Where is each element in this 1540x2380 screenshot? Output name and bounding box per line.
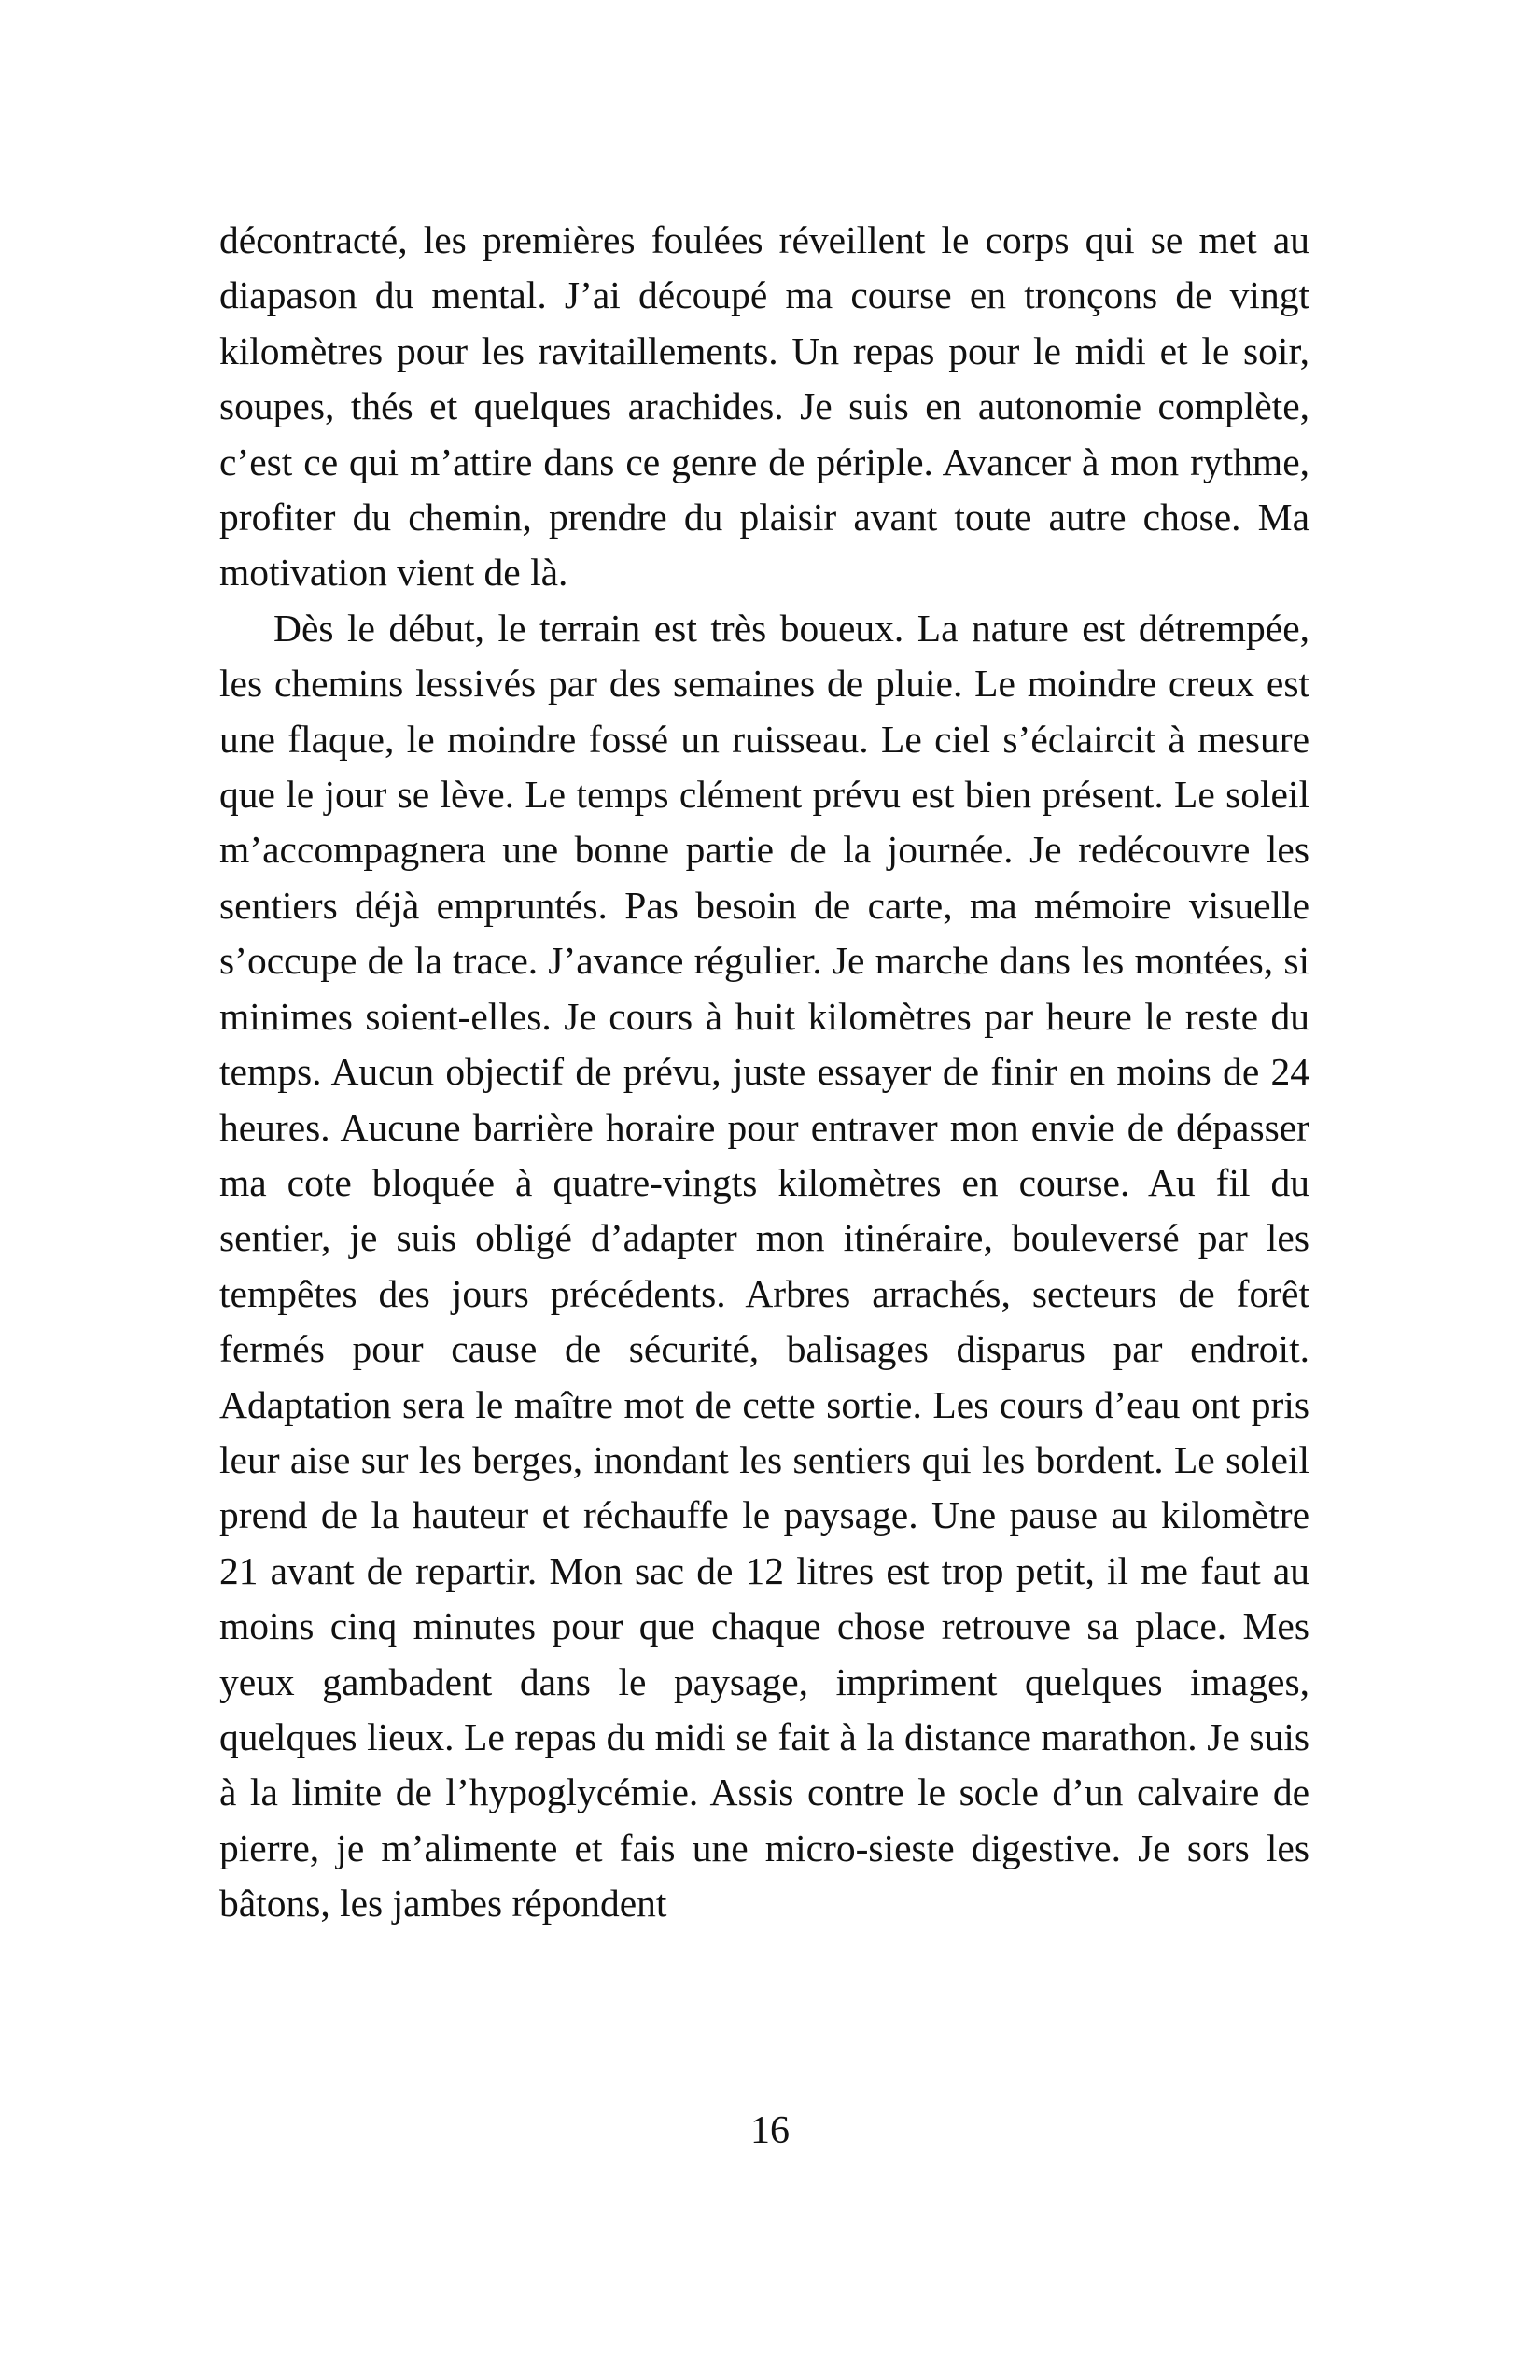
paragraph: Dès le début, le terrain est très boueux. La nature est détrempée, les chemins lessivés par des semaines de pluie. Le moindre creux est une flaque, le moindre fossé un ruisseau. Le ciel s’éclaircit à mesure que le jour se lève. Le temps clément prévu est bien présent. Le soleil m’accompagnera une bonne partie de la journée. Je redécouvre les sentiers déjà empruntés. Pas besoin de carte, ma mémoire visuelle s’occupe de la trace. J’avance régulier. Je marche dans les montées, si minimes soient-elles. Je cours à huit kilomètres par heure le reste du temps. Aucun objectif de prévu, juste essayer de finir en moins de 24 heures. Aucune barrière horaire pour entraver mon envie de dépasser ma cote bloquée à quatre-vingts kilomètres en course. Au fil du sentier, je suis obligé d’adapter mon itinéraire, bouleversé par les tempêtes des jours précédents. Arbres arrachés, secteurs de forêt fermés pour cause de sécurité, balisages disparus par endroit. Adaptation sera le maître mot de cette sortie. Les cours d’eau ont pris leur aise sur les berges, inondant les sentiers qui les bordent. Le soleil prend de la hauteur et réchauffe le paysage. Une pause au kilomètre 21 avant de repartir. Mon sac de 12 litres est trop petit, il me faut au moins cinq minutes pour que chaque chose retrouve sa place. Mes yeux gambadent dans le paysage, impriment quelques images, quelques lieux. Le repas du midi se fait à la distance marathon. Je suis à la limite de l’hypoglycémie. Assis contre le socle d’un calvaire de pierre, je m’alimente et fais une micro-sieste digestive. Je sors les bâtons, les jambes répondent bbox=[219, 606, 1309, 1925]
paragraph-continued: décontracté, les premières foulées réveillent le corps qui se met au diapason du mental. J’ai découpé ma course en tronçons de vingt kilomètres pour les ravitaillements. Un repas pour le midi et le soir, soupes, thés et quelques arachides. Je suis en autonomie complète, c’est ce qui m’attire dans ce genre de périple. Avancer à mon rythme, profiter du chemin, prendre du plaisir avant toute autre chose. Ma motivation vient de là. bbox=[219, 218, 1309, 595]
page-number: 16 bbox=[750, 2109, 790, 2152]
page-body bbox=[219, 213, 1309, 1932]
